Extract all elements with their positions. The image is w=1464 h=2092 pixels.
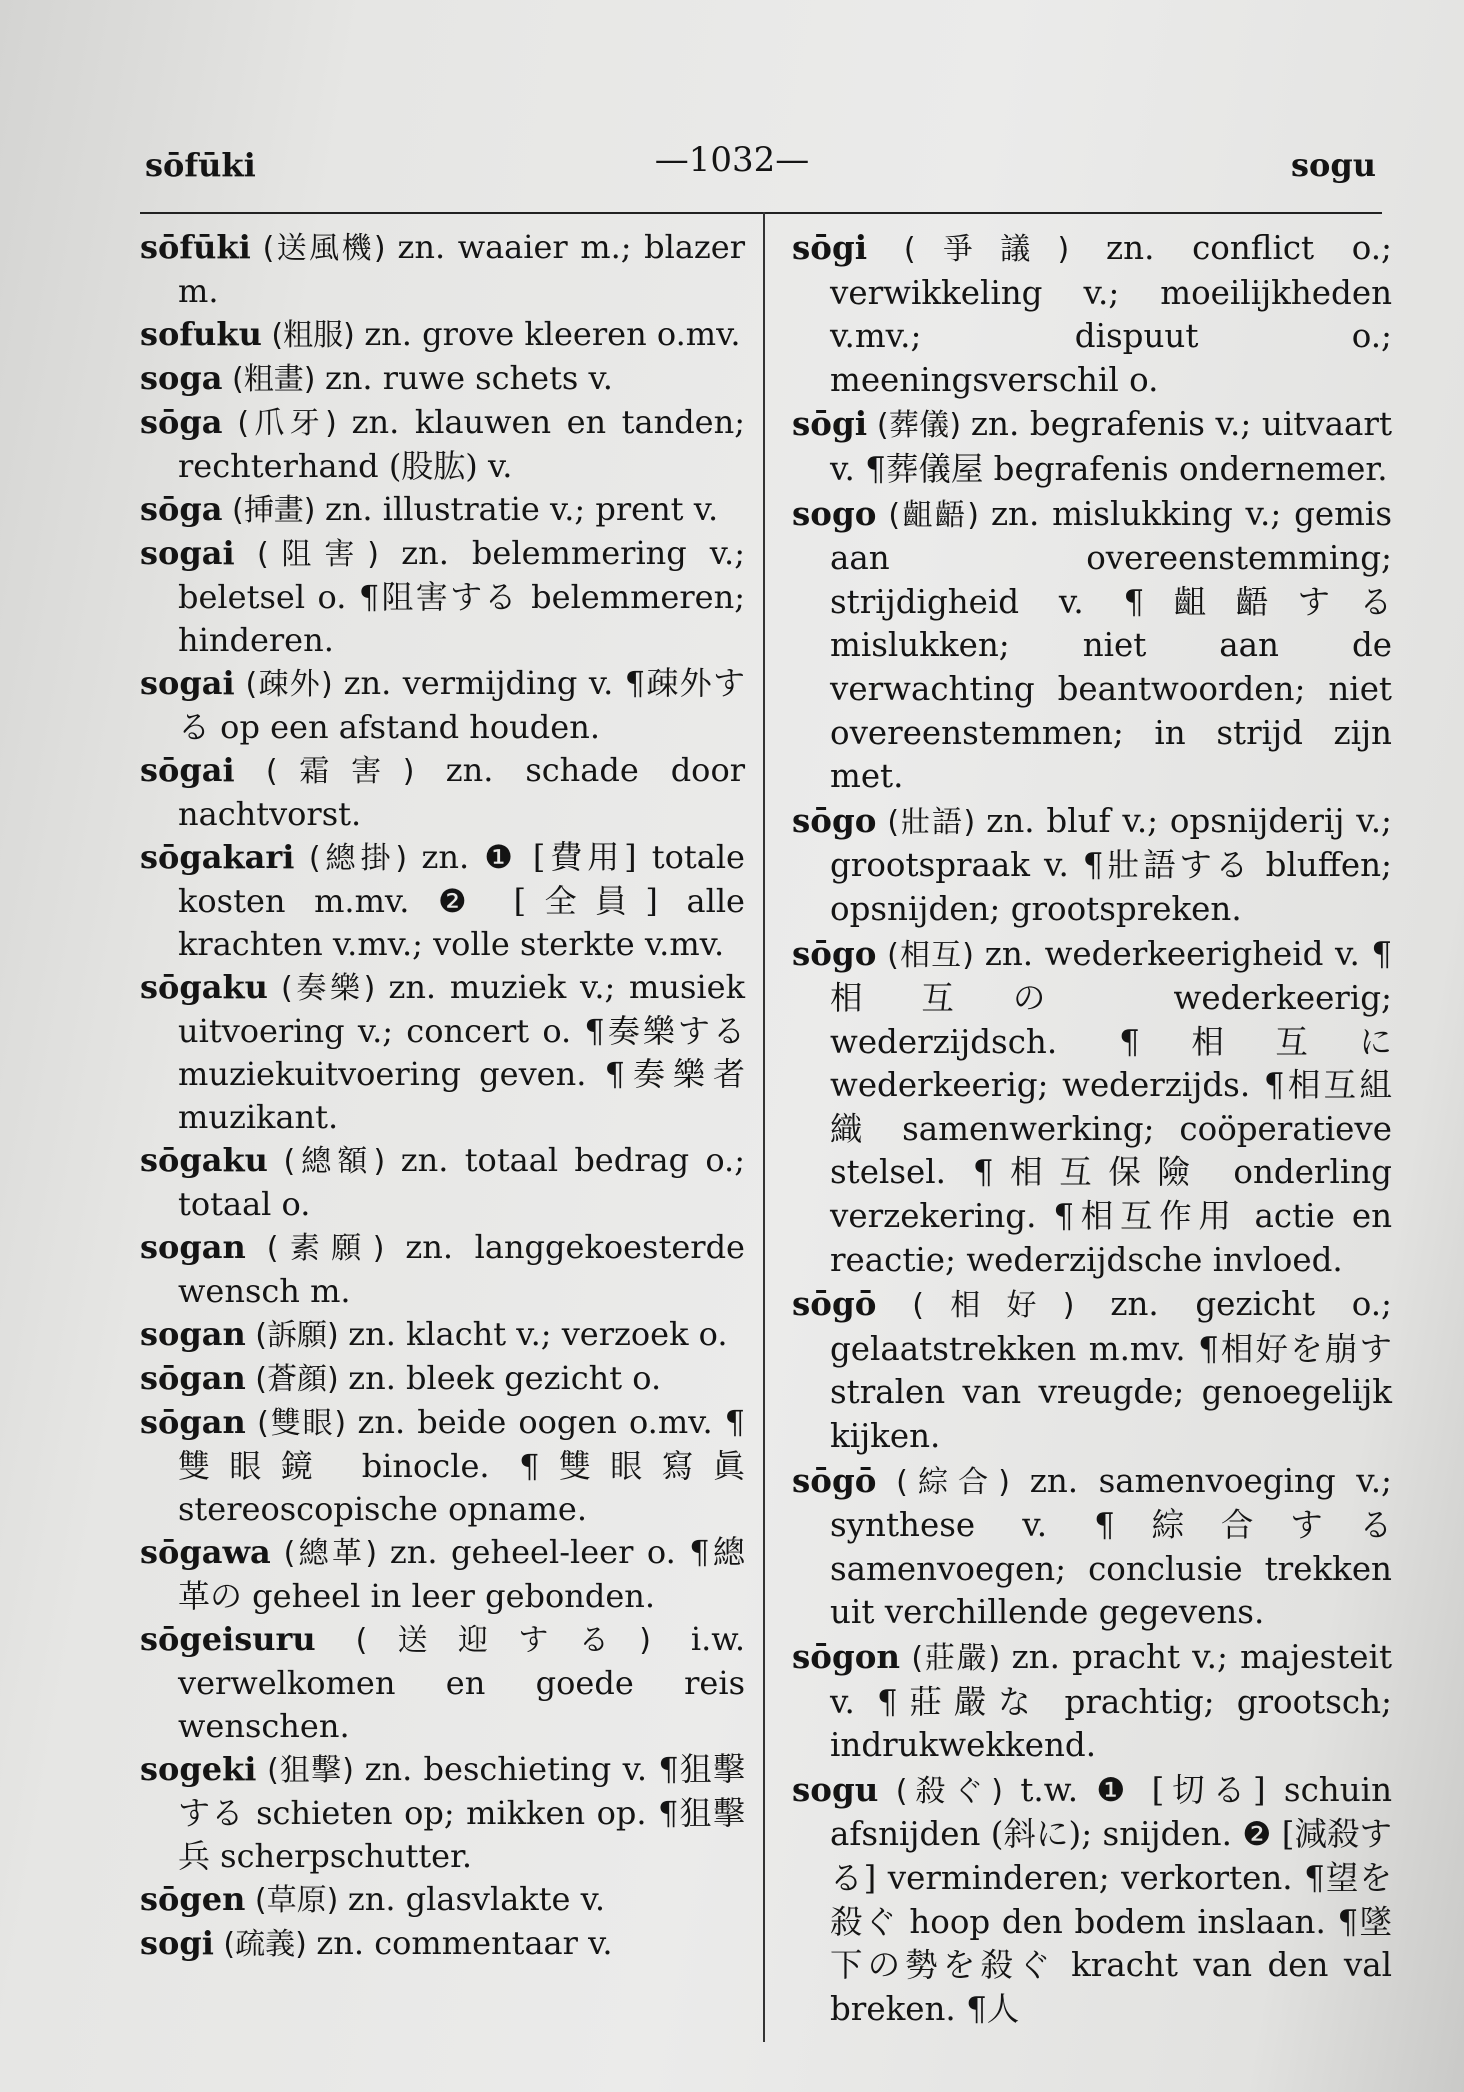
entry-kanji: (爭議) bbox=[867, 232, 1107, 267]
dictionary-entry bbox=[792, 799, 1392, 932]
dictionary-entry bbox=[140, 1313, 745, 1357]
entry-kanji: (奏樂) bbox=[267, 971, 389, 1006]
dictionary-entry bbox=[140, 1139, 745, 1226]
entry-kanji: (殺ぐ) bbox=[878, 1773, 1021, 1809]
entry-definition: zn. beschieting v. ¶狙擊する schieten op; mikken op. ¶狙擊兵 scherpschutter. bbox=[178, 1750, 745, 1875]
header-rule bbox=[140, 212, 1382, 214]
entry-headword: soga bbox=[140, 359, 223, 397]
entry-kanji: (草原) bbox=[245, 1883, 348, 1918]
entry-kanji: (粗畫) bbox=[222, 362, 325, 397]
entry-definition: zn. langgekoesterde wensch m. bbox=[178, 1228, 745, 1310]
entry-headword: sōgen bbox=[140, 1880, 246, 1918]
entry-definition: zn. wederkeerigheid v. ¶相互の wederkeerig; wederzijdsch. ¶相互に wederkeerig; wederzijds. ¶相互組織 samenwerking; coöperatieve stelsel. ¶相互保險 onderling verzekering. ¶相互作用 actie en reactie; wederzijdsche invloed. bbox=[830, 934, 1392, 1279]
dictionary-entry bbox=[140, 532, 745, 662]
entry-headword: sōgai bbox=[140, 751, 235, 789]
dictionary-entry bbox=[140, 313, 745, 357]
dictionary-entry bbox=[140, 1878, 745, 1922]
entry-headword: sōgon bbox=[792, 1637, 901, 1676]
dictionary-entry bbox=[792, 1768, 1392, 2032]
entry-definition: zn. bleek gezicht o. bbox=[348, 1359, 662, 1397]
entry-kanji: (總革) bbox=[270, 1536, 390, 1571]
entry-definition: zn. illustratie v.; prent v. bbox=[324, 490, 719, 528]
entry-headword: sōgakari bbox=[140, 838, 295, 876]
entry-definition: zn. commentaar v. bbox=[316, 1924, 613, 1962]
entry-kanji: (爪牙) bbox=[222, 406, 352, 441]
entry-definition: zn. grove kleeren o.mv. bbox=[364, 315, 741, 353]
entry-kanji: (總額) bbox=[267, 1144, 401, 1179]
entry-kanji: (挿畫) bbox=[222, 493, 325, 528]
entry-kanji: (送風機) bbox=[250, 231, 398, 266]
entry-headword: sofuku bbox=[140, 315, 262, 353]
entry-kanji: (相好) bbox=[876, 1288, 1111, 1324]
entry-headword: sōgan bbox=[140, 1359, 246, 1397]
entry-kanji: (阻害) bbox=[234, 537, 402, 572]
entry-definition: zn. beide oogen o.mv. ¶雙眼鏡 binocle. ¶雙眼寫眞 stereoscopische opname. bbox=[178, 1403, 746, 1528]
dictionary-entry bbox=[140, 357, 745, 401]
dictionary-entry bbox=[792, 932, 1392, 1283]
entry-definition: zn. samenvoeging v.; synthese v. ¶綜合する samenvoegen; conclusie trekken uit verchillende gegevens. bbox=[830, 1461, 1392, 1632]
entry-headword: sōga bbox=[140, 490, 223, 528]
dictionary-entry bbox=[792, 1282, 1392, 1458]
dictionary-entry bbox=[792, 1459, 1392, 1635]
entry-kanji: (莊嚴) bbox=[900, 1641, 1012, 1676]
dictionary-entry bbox=[792, 492, 1392, 799]
entry-kanji: (蒼顔) bbox=[245, 1362, 349, 1397]
header-first-word: sōfūki bbox=[145, 146, 256, 184]
entry-kanji: (疏義) bbox=[213, 1927, 317, 1962]
entry-headword: sōgo bbox=[792, 800, 877, 840]
entry-headword: sogeki bbox=[140, 1750, 257, 1788]
entry-kanji: (疎外) bbox=[234, 667, 344, 702]
entry-headword: sōgō bbox=[792, 1460, 877, 1500]
entry-definition: zn. gezicht o.; gelaatstrekken m.mv. ¶相好を崩す stralen van vreugde; genoegelijk kijken. bbox=[830, 1285, 1392, 1456]
entry-definition: zn. ❶ [費用] totale kosten m.mv. ❷ [全員] alle krachten v.mv.; volle sterkte v.mv. bbox=[178, 838, 745, 963]
right-column bbox=[792, 226, 1392, 2031]
dictionary-entry bbox=[140, 488, 745, 532]
entry-definition: zn. glasvlakte v. bbox=[347, 1880, 606, 1918]
entry-headword: sogai bbox=[140, 534, 235, 572]
dictionary-entry bbox=[140, 226, 745, 313]
entry-definition: zn. muziek v.; musiek uitvoering v.; concert o. ¶奏樂する muziekuitvoering geven. ¶奏樂者 muzikant. bbox=[178, 968, 745, 1136]
dictionary-entry bbox=[140, 836, 745, 966]
entry-headword: sogai bbox=[140, 664, 235, 702]
entry-kanji: (霜害) bbox=[234, 754, 446, 789]
dictionary-entry bbox=[140, 1922, 745, 1966]
column-divider bbox=[763, 212, 765, 2042]
entry-headword: sogi bbox=[140, 1924, 214, 1962]
entry-headword: sogo bbox=[792, 493, 877, 533]
entry-definition: zn. vermijding v. ¶疎外する op een afstand houden. bbox=[178, 664, 745, 746]
entry-headword: sōgaku bbox=[140, 1141, 268, 1179]
entry-definition: zn. begrafenis v.; uitvaart v. ¶葬儀屋 begrafenis ondernemer. bbox=[830, 405, 1393, 488]
entry-headword: sogan bbox=[140, 1228, 246, 1266]
dictionary-entry bbox=[792, 1635, 1392, 1768]
entry-headword: sōgawa bbox=[140, 1533, 271, 1571]
entry-definition: zn. klacht v.; verzoek o. bbox=[348, 1315, 728, 1353]
entry-definition: zn. schade door nachtvorst. bbox=[178, 751, 745, 833]
dictionary-entry bbox=[140, 1748, 745, 1878]
entry-headword: sōfūki bbox=[140, 228, 251, 266]
entry-headword: sogu bbox=[792, 1769, 879, 1809]
dictionary-entry bbox=[140, 1226, 745, 1313]
entry-kanji: (相互) bbox=[876, 937, 985, 973]
entry-headword: sōgi bbox=[792, 228, 868, 267]
dictionary-entry bbox=[140, 749, 745, 836]
entry-definition: zn. geheel-leer o. ¶總革の geheel in leer gebonden. bbox=[178, 1533, 745, 1615]
dictionary-entry bbox=[140, 401, 745, 488]
entry-headword: sōgaku bbox=[140, 968, 268, 1006]
entry-definition: zn. pracht v.; majesteit v. ¶莊嚴な prachtig; grootsch; indrukwekkend. bbox=[830, 1638, 1392, 1765]
entry-kanji: (雙眼) bbox=[245, 1406, 358, 1441]
dictionary-entry bbox=[140, 1357, 745, 1401]
entry-definition: zn. totaal bedrag o.; totaal o. bbox=[178, 1141, 745, 1223]
entry-headword: sōgan bbox=[140, 1403, 246, 1441]
entry-definition: i.w. verwelkomen en goede reis wenschen. bbox=[178, 1620, 745, 1745]
dictionary-entry bbox=[140, 1531, 745, 1618]
entry-kanji: (訴願) bbox=[245, 1318, 349, 1353]
entry-kanji: (粗服) bbox=[261, 318, 365, 353]
header-last-word: sogu bbox=[1291, 146, 1376, 184]
entry-kanji: (送迎する) bbox=[315, 1623, 691, 1658]
entry-kanji: (素願) bbox=[245, 1231, 406, 1266]
entry-headword: sōgo bbox=[792, 933, 877, 973]
dictionary-entry bbox=[792, 226, 1392, 402]
entry-kanji: (葬儀) bbox=[867, 408, 971, 444]
entry-headword: sōgeisuru bbox=[140, 1620, 316, 1658]
entry-kanji: (總掛) bbox=[294, 841, 422, 876]
entry-kanji: (齟齬) bbox=[876, 497, 991, 533]
entry-definition: zn. waaier m.; blazer m. bbox=[178, 228, 746, 310]
entry-definition: zn. bluf v.; opsnijderij v.; grootspraak v. ¶壯語する bluffen; opsnijden; grootspreken. bbox=[830, 801, 1392, 928]
left-column bbox=[140, 226, 745, 1966]
entry-headword: sōgō bbox=[792, 1284, 877, 1324]
entry-definition: t.w. ❶ [切る] schuin afsnijden (斜に); snijden. ❷ [減殺する] verminderen; verkorten. ¶望を殺ぐ hoop den bodem inslaan. ¶墜下の勢を殺ぐ kracht van den val breken. ¶人 bbox=[830, 1770, 1392, 2028]
entry-definition: zn. belemmering v.; beletsel o. ¶阻害する belemmeren; hinderen. bbox=[178, 534, 746, 659]
entry-headword: sogan bbox=[140, 1315, 246, 1353]
dictionary-entry bbox=[140, 1401, 745, 1531]
entry-definition: zn. klauwen en tanden; rechterhand (股肱) v. bbox=[178, 403, 746, 485]
entry-definition: zn. ruwe schets v. bbox=[324, 359, 613, 397]
entry-definition: zn. conflict o.; verwikkeling v.; moeilijkheden v.mv.; dispuut o.; meeningsverschil o. bbox=[830, 229, 1393, 399]
dictionary-entry bbox=[140, 662, 745, 749]
dictionary-entry bbox=[792, 402, 1392, 491]
page-number: —1032— bbox=[654, 140, 810, 180]
entry-definition: zn. mislukking v.; gemis aan overeenstemming; strijdigheid v. ¶齟齬する mislukken; niet aan de verwachting beantwoorden; niet overeenstemmen; in strijd zijn met. bbox=[830, 494, 1392, 796]
entry-headword: sōgi bbox=[792, 404, 868, 444]
dictionary-entry bbox=[140, 1618, 745, 1748]
entry-kanji: (狙擊) bbox=[256, 1753, 365, 1788]
entry-kanji: (壯語) bbox=[876, 804, 987, 840]
dictionary-entry bbox=[140, 966, 745, 1139]
entry-headword: sōga bbox=[140, 403, 223, 441]
entry-kanji: (綜合) bbox=[876, 1464, 1030, 1500]
